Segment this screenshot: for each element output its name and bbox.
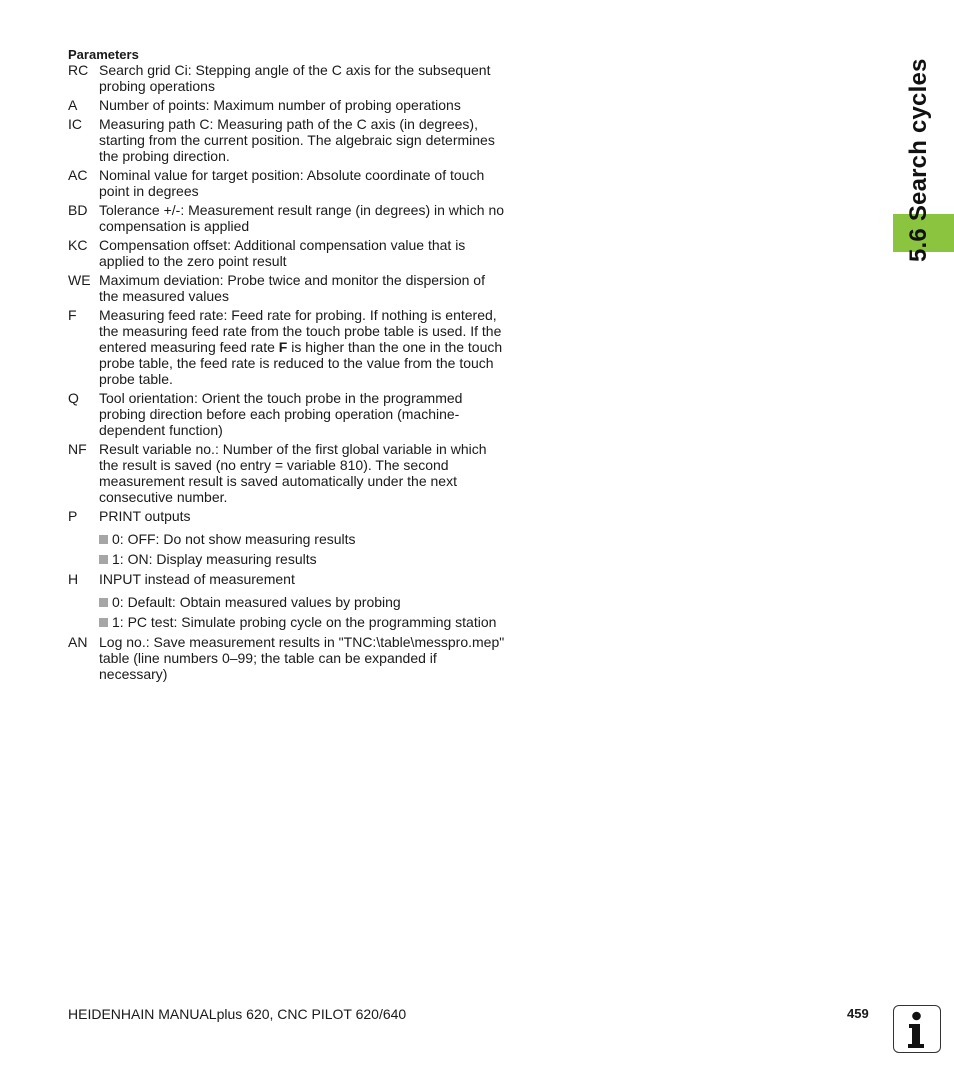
option-item <box>99 551 518 567</box>
param-code: A <box>68 97 78 113</box>
param-code: AN <box>68 634 88 650</box>
param-description: Search grid Ci: Stepping angle of the C axis for the subsequent probing operations <box>99 62 491 94</box>
option-item <box>99 531 518 547</box>
param-code: F <box>68 307 77 323</box>
param-p-options <box>99 531 518 567</box>
param-description: PRINT outputs <box>99 508 191 524</box>
info-glyph <box>894 1006 939 1051</box>
param-description: Compensation offset: Additional compensation value that is applied to the zero point result <box>99 237 466 269</box>
section-title: 5.6 Search cycles <box>905 58 932 262</box>
param-code: P <box>68 508 78 524</box>
square-bullet-icon <box>99 618 108 627</box>
option-label: 0: OFF: Do not show measuring results <box>112 531 356 547</box>
param-p <box>68 508 518 524</box>
param-nf <box>68 441 518 505</box>
option-label: 1: PC test: Simulate probing cycle on the programming station <box>112 614 497 630</box>
param-f <box>68 307 518 387</box>
param-description-part: is higher than the one in the touch probe table, the feed rate is reduced to the value from the touch probe table. <box>99 339 503 387</box>
param-h-options <box>99 594 518 630</box>
param-a <box>68 97 518 113</box>
param-description: Log no.: Save measurement results in "TNC:\table\messpro.mep" table (line numbers 0–99; the table can be expanded if necessary) <box>99 634 505 682</box>
param-code: IC <box>68 116 82 132</box>
param-an <box>68 634 518 682</box>
param-description: Tolerance +/-: Measurement result range (in degrees) in which no compensation is applied <box>99 202 505 234</box>
param-code: NF <box>68 441 87 457</box>
param-code: RC <box>68 62 89 78</box>
param-h <box>68 571 518 587</box>
footer-title: HEIDENHAIN MANUALplus 620, CNC PILOT 620/640 <box>68 1006 407 1022</box>
param-description <box>99 307 507 387</box>
param-rc <box>68 62 518 94</box>
param-q <box>68 390 518 438</box>
parameter-list <box>68 62 518 685</box>
page-number: 459 <box>847 1006 869 1021</box>
param-code: WE <box>68 272 91 288</box>
param-we <box>68 272 518 304</box>
param-code: BD <box>68 202 88 218</box>
param-description: Tool orientation: Orient the touch probe in the programmed probing direction before each probing operation (machine-dependent function) <box>99 390 463 438</box>
param-description: Maximum deviation: Probe twice and monitor the dispersion of the measured values <box>99 272 485 304</box>
param-description-part: Measuring feed rate: Feed rate for probing. If nothing is entered, the measuring feed rate from the touch probe table is used. If the entered measuring feed rate <box>99 307 502 355</box>
option-label: 1: ON: Display measuring results <box>112 551 317 567</box>
param-code: Q <box>68 390 79 406</box>
square-bullet-icon <box>99 555 108 564</box>
param-description: Result variable no.: Number of the first global variable in which the result is saved (no entry = variable 810). The second measurement result is saved automatically under the next consecutive number. <box>99 441 487 505</box>
param-description: Measuring path C: Measuring path of the C axis (in degrees), starting from the current position. The algebraic sign determines the probing direction. <box>99 116 495 164</box>
option-item <box>99 614 518 630</box>
square-bullet-icon <box>99 535 108 544</box>
param-feed-symbol: F <box>278 339 288 355</box>
square-bullet-icon <box>99 598 108 607</box>
option-label: 0: Default: Obtain measured values by probing <box>112 594 401 610</box>
param-code: H <box>68 571 79 587</box>
info-icon <box>893 1005 941 1053</box>
param-description: Nominal value for target position: Absolute coordinate of touch point in degrees <box>99 167 485 199</box>
option-item <box>99 594 518 610</box>
param-bd <box>68 202 518 234</box>
param-description: INPUT instead of measurement <box>99 571 295 587</box>
param-ic <box>68 116 518 164</box>
parameters-heading: Parameters <box>68 47 139 62</box>
param-description: Number of points: Maximum number of probing operations <box>99 97 461 113</box>
param-kc <box>68 237 518 269</box>
param-code: KC <box>68 237 88 253</box>
param-ac <box>68 167 518 199</box>
param-code: AC <box>68 167 88 183</box>
